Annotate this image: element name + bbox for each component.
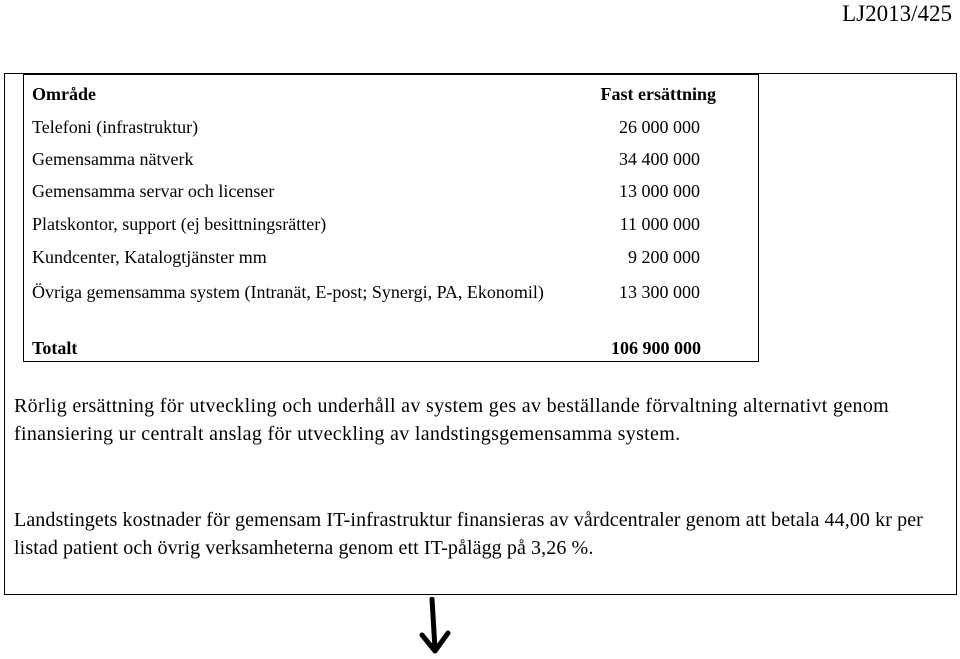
row-area: Gemensamma nätverk [32,149,194,169]
row-amount: 9 200 000 [628,247,700,267]
column-header-fixed-compensation: Fast ersättning [600,84,716,104]
row-area: Kundcenter, Katalogtjänster mm [32,247,267,267]
row-area: Övriga gemensamma system (Intranät, E-post; Synergi, PA, Ekonomil) [32,282,544,302]
row-amount: 11 000 000 [619,214,700,234]
row-amount: 26 000 000 [619,117,700,137]
row-amount: 13 000 000 [619,181,700,201]
row-area: Platskontor, support (ej besittningsrätter) [32,214,327,234]
total-amount: 106 900 000 [611,338,701,358]
row-amount: 34 400 000 [619,149,700,169]
document-reference: LJ2013/425 [842,1,952,26]
infrastructure-cost-paragraph: Landstingets kostnader för gemensam IT-infrastruktur finansieras av vårdcentraler genom att betala 44,00 kr per listad patient och övrig verksamheterna genom ett IT-pålägg på 3,26 %. [14,509,923,559]
variable-compensation-paragraph: Rörlig ersättning för utveckling och underhåll av system ges av beställande förvaltning alternativt genom finansiering ur centralt anslag för utveckling av landstingsgemensamma system. [14,395,890,445]
cost-table [23,74,759,362]
down-arrow-icon [418,597,452,657]
row-area: Telefoni (infrastruktur) [32,117,199,137]
row-amount: 13 300 000 [619,282,700,302]
row-area: Gemensamma servar och licenser [32,181,275,201]
column-header-area: Område [32,84,96,104]
total-label: Totalt [32,338,78,358]
